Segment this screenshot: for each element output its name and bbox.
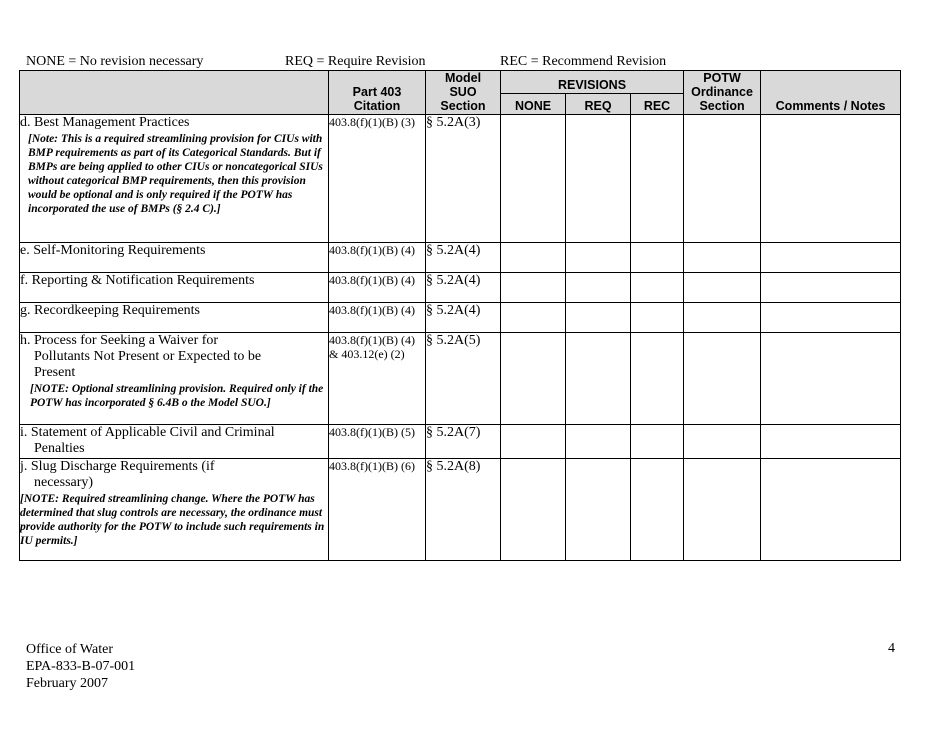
- potw-cell[interactable]: [684, 243, 761, 273]
- suo-cell: § 5.2A(4): [426, 273, 501, 303]
- table-row: [20, 459, 901, 561]
- item-note: [NOTE: Optional streamlining provision. Required only if the POTW has incorporated § 6.4B o the Model SUO.]: [30, 383, 324, 409]
- suo-header: [426, 71, 501, 115]
- revisions-header: REVISIONS: [501, 71, 684, 94]
- comments-cell[interactable]: [761, 243, 901, 273]
- item-title-line2: Pollutants Not Present or Expected to be: [34, 349, 262, 364]
- potw-cell[interactable]: [684, 115, 761, 243]
- item-title-line2: Penalties: [34, 441, 85, 456]
- part403-cell: 403.8(f)(1)(B) (6): [329, 459, 426, 561]
- part403-cell: 403.8(f)(1)(B) (4): [329, 273, 426, 303]
- item-title-line1: i. Statement of Applicable Civil and Criminal: [20, 425, 275, 440]
- req-cell[interactable]: [566, 459, 631, 561]
- rec-cell[interactable]: [631, 303, 684, 333]
- suo-cell: § 5.2A(7): [426, 425, 501, 459]
- revisions-table: [19, 70, 901, 561]
- table-row: [20, 243, 901, 273]
- comments-cell[interactable]: [761, 459, 901, 561]
- comments-cell[interactable]: [761, 425, 901, 459]
- req-header: REQ: [566, 93, 631, 115]
- part403-header-line2: Citation: [353, 99, 401, 113]
- footer-doc-number: EPA-833-B-07-001: [26, 659, 136, 674]
- rec-cell[interactable]: [631, 425, 684, 459]
- comments-cell[interactable]: [761, 303, 901, 333]
- comments-header: Comments / Notes: [761, 71, 901, 115]
- item-title-line1: j. Slug Discharge Requirements (if: [20, 459, 215, 474]
- none-cell[interactable]: [501, 115, 566, 243]
- potw-header-line3: Section: [699, 99, 745, 113]
- none-header: NONE: [501, 93, 566, 115]
- item-cell: [20, 425, 329, 459]
- comments-cell[interactable]: [761, 115, 901, 243]
- part403-cell: 403.8(f)(1)(B) (4) & 403.12(e) (2): [329, 333, 426, 425]
- rec-cell[interactable]: [631, 459, 684, 561]
- item-note: [Note: This is a required streamlining provision for CIUs with BMP requirements as part of its Categorical Standards. But if BMPs are being applied to other CIUs or noncategorical SIUs without categorical BMP requirements, then this provision would be optional and is only required if the POTW has incorporated the use of BMPs (§ 2.4 C).]: [28, 133, 323, 215]
- req-cell[interactable]: [566, 425, 631, 459]
- req-cell[interactable]: [566, 273, 631, 303]
- item-title: f. Reporting & Notification Requirements: [20, 273, 255, 288]
- potw-cell[interactable]: [684, 425, 761, 459]
- item-note: [NOTE: Required streamlining change. Where the POTW has determined that slug controls are necessary, the ordinance must provide authority for the POTW to include such requirements in IU permits.]: [20, 493, 325, 547]
- legend-rec: REC = Recommend Revision: [500, 54, 667, 69]
- req-cell[interactable]: [566, 115, 631, 243]
- suo-cell: § 5.2A(5): [426, 333, 501, 425]
- part403-header: [329, 71, 426, 115]
- part403-cell: 403.8(f)(1)(B) (4): [329, 303, 426, 333]
- suo-cell: § 5.2A(8): [426, 459, 501, 561]
- potw-cell[interactable]: [684, 459, 761, 561]
- item-cell: [20, 273, 329, 303]
- suo-header-line1: Model: [444, 71, 482, 85]
- item-cell: [20, 115, 329, 243]
- footer-office: Office of Water: [26, 642, 113, 657]
- part403-cell: 403.8(f)(1)(B) (3): [329, 115, 426, 243]
- none-cell[interactable]: [501, 303, 566, 333]
- table-row: [20, 115, 901, 243]
- suo-cell: § 5.2A(4): [426, 303, 501, 333]
- item-title-line2: necessary): [34, 475, 94, 490]
- item-title: g. Recordkeeping Requirements: [20, 303, 201, 318]
- suo-header-line3: Section: [440, 99, 486, 113]
- table-row: [20, 333, 901, 425]
- item-title-line1: h. Process for Seeking a Waiver for: [20, 333, 219, 348]
- table-row: [20, 425, 901, 459]
- req-cell[interactable]: [566, 243, 631, 273]
- suo-cell: § 5.2A(3): [426, 115, 501, 243]
- rec-cell[interactable]: [631, 333, 684, 425]
- part403-cell: 403.8(f)(1)(B) (4): [329, 243, 426, 273]
- suo-header-line2: SUO: [449, 85, 477, 99]
- footer-date: February 2007: [26, 676, 109, 691]
- none-cell[interactable]: [501, 459, 566, 561]
- rec-header: REC: [631, 93, 684, 115]
- item-cell: [20, 303, 329, 333]
- item-cell: [20, 243, 329, 273]
- page-number: 4: [888, 641, 895, 656]
- legend-req: REQ = Require Revision: [285, 54, 426, 69]
- none-cell[interactable]: [501, 273, 566, 303]
- item-cell: [20, 333, 329, 425]
- rec-cell[interactable]: [631, 273, 684, 303]
- rec-cell[interactable]: [631, 115, 684, 243]
- potw-cell[interactable]: [684, 303, 761, 333]
- table-row: [20, 303, 901, 333]
- item-header: [20, 71, 329, 115]
- none-cell[interactable]: [501, 425, 566, 459]
- item-cell: [20, 459, 329, 561]
- suo-cell: § 5.2A(4): [426, 243, 501, 273]
- rec-cell[interactable]: [631, 243, 684, 273]
- none-cell[interactable]: [501, 333, 566, 425]
- part403-cell: 403.8(f)(1)(B) (5): [329, 425, 426, 459]
- part403-header-line1: Part 403: [352, 85, 402, 99]
- potw-cell[interactable]: [684, 273, 761, 303]
- comments-cell[interactable]: [761, 273, 901, 303]
- comments-cell[interactable]: [761, 333, 901, 425]
- item-title: d. Best Management Practices: [20, 115, 190, 130]
- potw-header-line2: Ordinance: [691, 85, 753, 99]
- item-title: e. Self-Monitoring Requirements: [20, 243, 206, 258]
- potw-header: [684, 71, 761, 115]
- item-title-line3: Present: [34, 365, 76, 380]
- none-cell[interactable]: [501, 243, 566, 273]
- potw-cell[interactable]: [684, 333, 761, 425]
- table-row: [20, 273, 901, 303]
- req-cell[interactable]: [566, 303, 631, 333]
- footer: [26, 641, 135, 692]
- potw-header-line1: POTW: [703, 71, 741, 85]
- req-cell[interactable]: [566, 333, 631, 425]
- legend-none: NONE = No revision necessary: [26, 54, 204, 69]
